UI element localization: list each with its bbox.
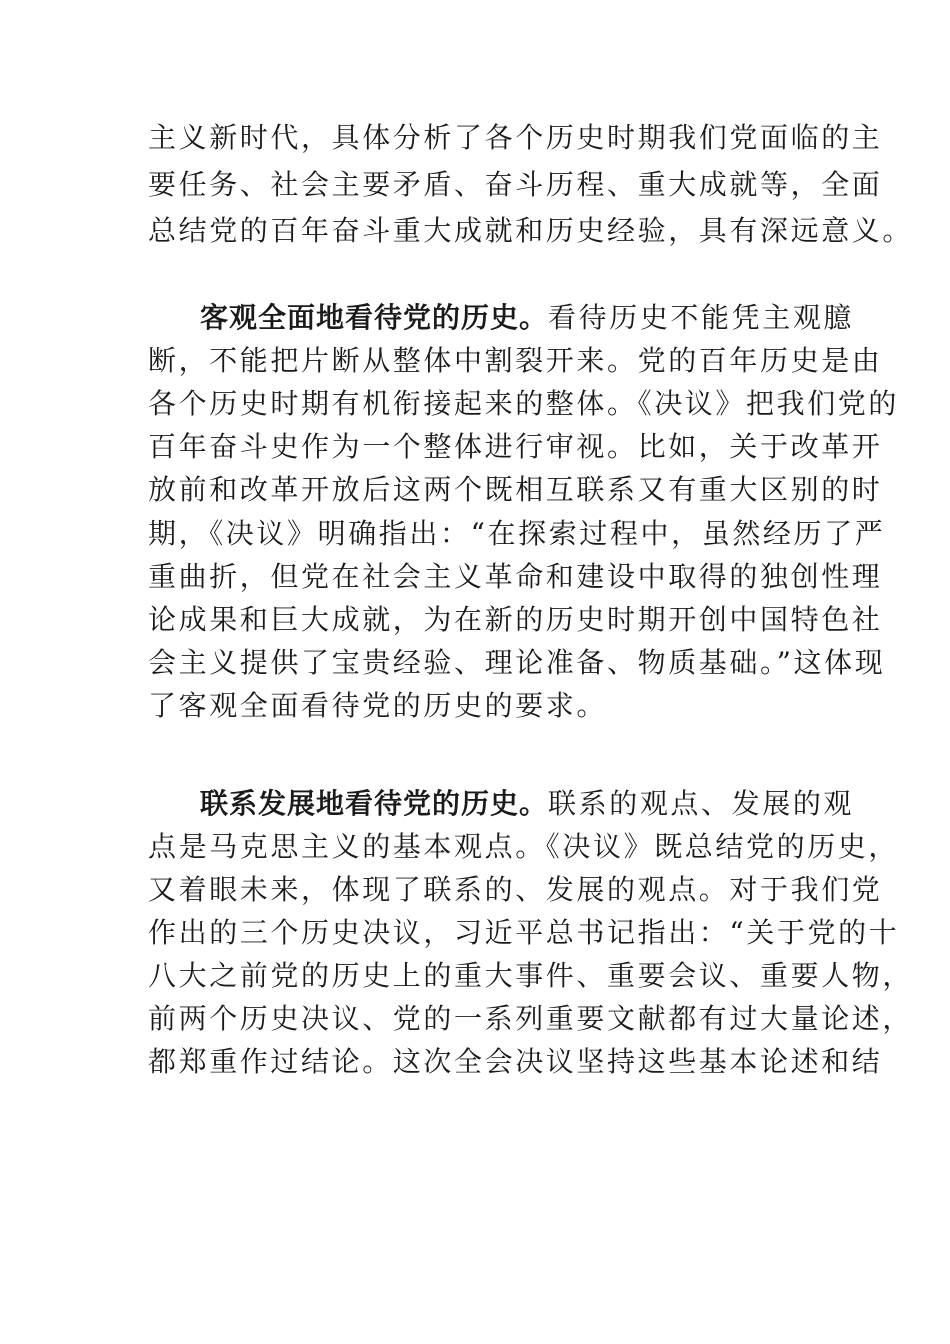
paragraph-2-line-9: 会主义提供了宝贵经验、理论准备、物质基础。”这体现: [148, 646, 886, 679]
paragraph-2-first-line-text: 看待历史不能凭主观臆: [548, 301, 855, 334]
paragraph-2-line-4: 百年奋斗史作为一个整体进行审视。比如，关于改革开: [148, 430, 883, 463]
paragraph-2-line-2: 断，不能把片断从整体中割裂开来。党的百年历史是由: [148, 344, 883, 377]
paragraph-3-line-6: 前两个历史决议、党的一系列重要文献都有过大量论述，: [148, 1002, 914, 1035]
paragraph-1-line-3: 总结党的百年奋斗重大成就和历史经验，具有深远意义。: [148, 214, 914, 247]
paragraph-2-line-10: 了客观全面看待党的历史的要求。: [148, 689, 608, 722]
paragraph-3-line-3: 又着眼未来，体现了联系的、发展的观点。对于我们党: [148, 873, 883, 906]
paragraph-2-line-7: 重曲折，但党在社会主义革命和建设中取得的独创性理: [148, 560, 883, 593]
paragraph-3-line-2: 点是马克思主义的基本观点。《决议》既总结党的历史，: [148, 830, 900, 863]
paragraph-2-line-6: 期，《决议》明确指出：“在探索过程中，虽然经历了严: [148, 517, 886, 550]
paragraph-2-line-1: [200, 298, 855, 338]
paragraph-2-heading: 客观全面地看待党的历史。: [200, 301, 549, 334]
paragraph-3-line-4: 作出的三个历史决议，习近平总书记指出：“关于党的十: [148, 916, 900, 949]
paragraph-2-line-3: 各个历史时期有机衔接起来的整体。《决议》把我们党的: [148, 387, 900, 420]
paragraph-2-line-5: 放前和改革开放后这两个既相互联系又有重大区别的时: [148, 473, 883, 506]
paragraph-3-line-5: 八大之前党的历史上的重大事件、重要会议、重要人物，: [148, 959, 914, 992]
paragraph-3-line-1: [200, 784, 855, 824]
paragraph-3-line-7: 都郑重作过结论。这次全会决议坚持这些基本论述和结: [148, 1045, 883, 1078]
paragraph-3-first-line-text: 联系的观点、发展的观: [548, 787, 855, 820]
paragraph-1-line-1: 主义新时代，具体分析了各个历史时期我们党面临的主: [148, 121, 883, 154]
paragraph-1-line-2: 要任务、社会主要矛盾、奋斗历程、重大成就等，全面: [148, 168, 883, 201]
paragraph-3-heading: 联系发展地看待党的历史。: [200, 787, 549, 820]
paragraph-2-line-8: 论成果和巨大成就，为在新的历史时期开创中国特色社: [148, 603, 883, 636]
